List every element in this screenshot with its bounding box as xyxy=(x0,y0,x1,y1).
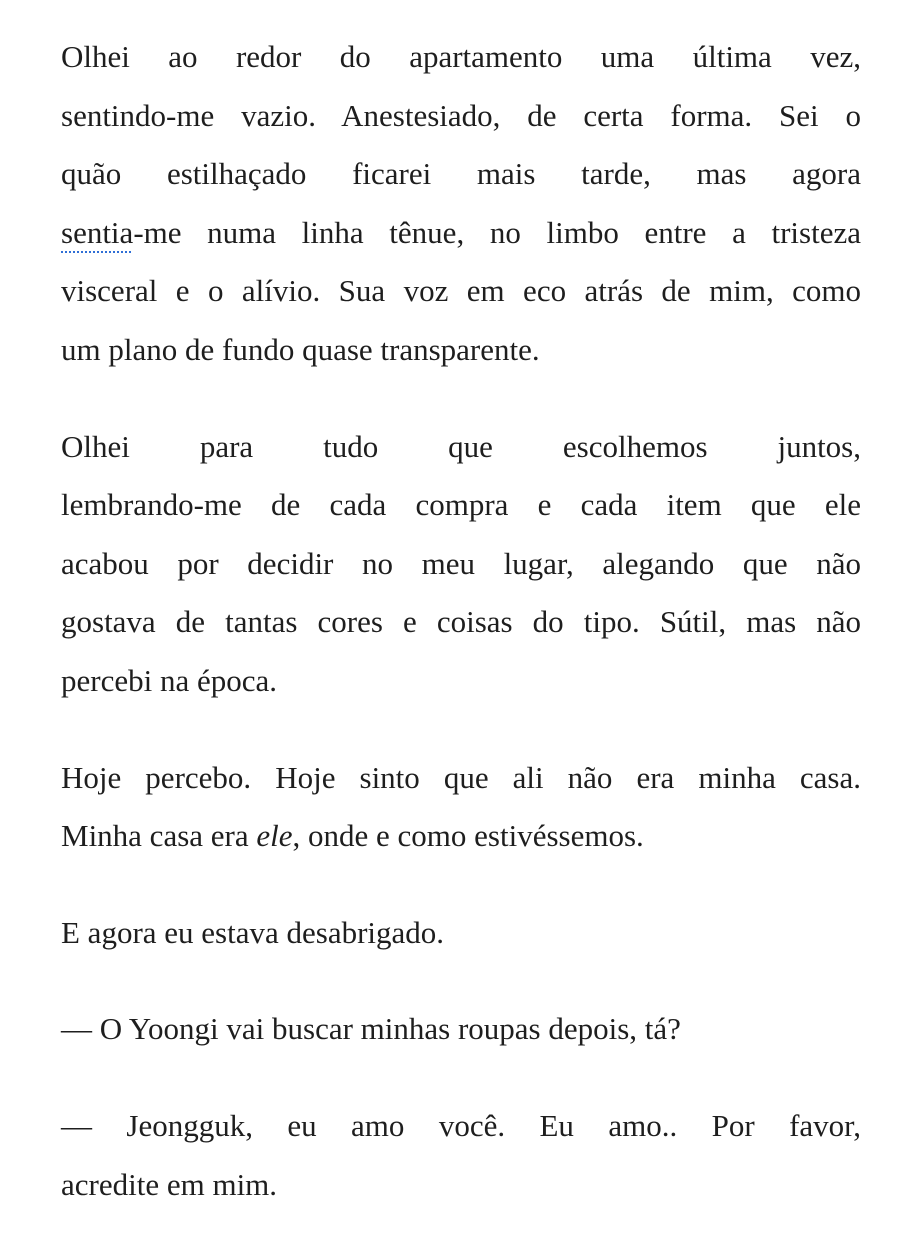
document-page xyxy=(61,28,861,1252)
text-line: Olhei ao redor do apartamento uma última vez, xyxy=(61,39,861,74)
text-line: sentindo-me vazio. Anestesiado, de certa forma. Sei o xyxy=(61,97,861,133)
text-line: — O Yoongi vai buscar minhas roupas depois, tá? xyxy=(61,1011,681,1047)
text-line xyxy=(61,807,861,866)
paragraph-1 xyxy=(61,28,861,380)
text-line: quão estilhaçado ficarei mais tarde, mas agora xyxy=(61,156,861,192)
text-line: um plano de fundo quase transparente. xyxy=(61,331,540,367)
dialogue-line-1 xyxy=(61,1000,861,1059)
text-segment: Minha casa era xyxy=(61,818,257,854)
text-line: acabou por decidir no meu lugar, alegando que não xyxy=(61,545,861,581)
text-line: lembrando-me de cada compra e cada item que ele xyxy=(61,487,861,523)
text-segment: , onde e como estivéssemos. xyxy=(292,818,644,854)
text-line: — Jeongguk, eu amo você. Eu amo.. Por favor, xyxy=(61,1107,861,1143)
highlighted-word[interactable]: sentia xyxy=(61,214,134,250)
text-line: visceral e o alívio. Sua voz em eco atrás de mim, como xyxy=(61,273,861,309)
text-line: acredite em mim. xyxy=(61,1166,278,1202)
text-line: percebi na época. xyxy=(61,662,278,698)
paragraph-2 xyxy=(61,418,861,711)
text-line: E agora eu estava desabrigado. xyxy=(61,914,445,950)
text-line: gostava de tantas cores e coisas do tipo. Sútil, mas não xyxy=(61,604,861,640)
text-segment: -me numa linha tênue, no limbo entre a tristeza xyxy=(133,214,861,250)
dialogue-line-2 xyxy=(61,1097,861,1214)
emphasis-word: ele xyxy=(256,818,293,854)
paragraph-3 xyxy=(61,749,861,866)
paragraph-4 xyxy=(61,904,861,963)
text-line: Hoje percebo. Hoje sinto que ali não era minha casa. xyxy=(61,759,861,795)
text-line: Olhei para tudo que escolhemos juntos, xyxy=(61,428,861,464)
text-line xyxy=(61,204,861,263)
